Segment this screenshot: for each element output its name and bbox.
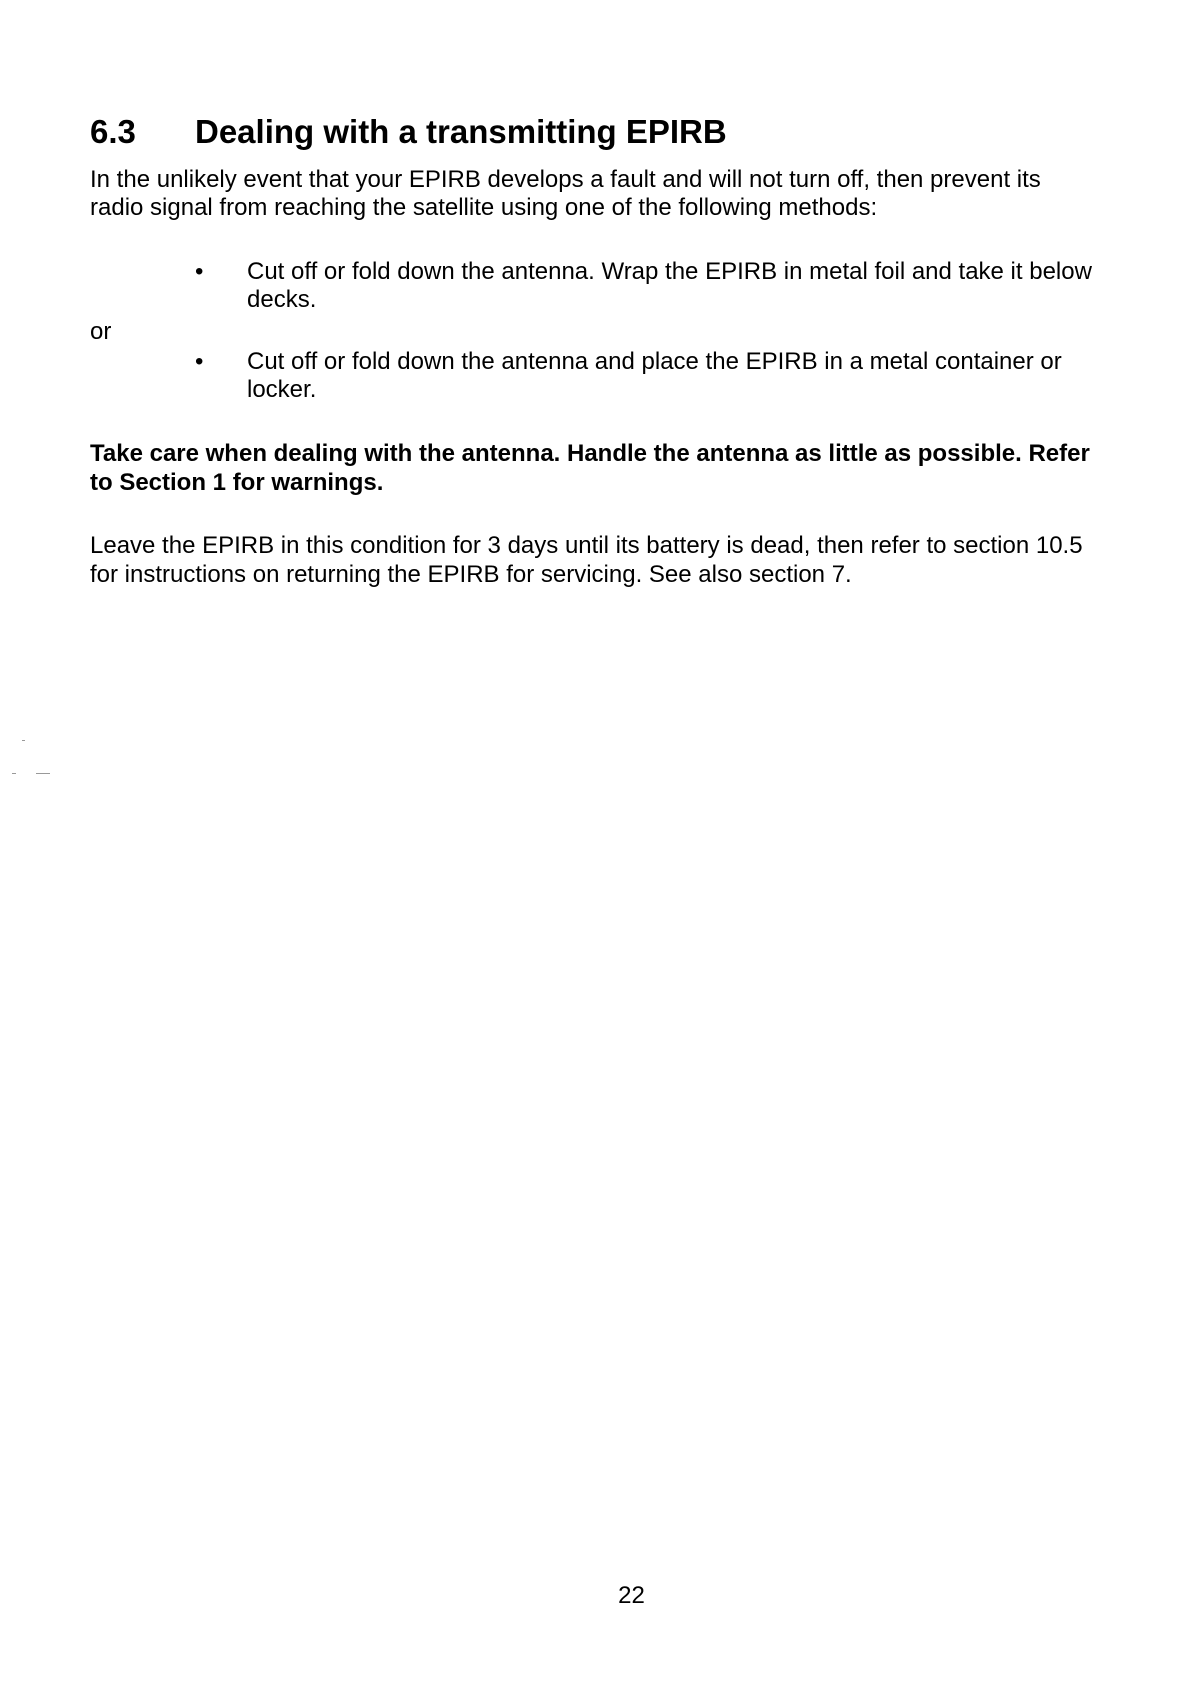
scan-mark bbox=[12, 773, 16, 774]
intro-paragraph: In the unlikely event that your EPIRB develops a fault and will not turn off, then prevent its radio signal from reaching the satellite using one of the following methods: bbox=[90, 166, 1041, 221]
page-number: 22 bbox=[618, 1582, 645, 1609]
warning-paragraph: Take care when dealing with the antenna. Handle the antenna as little as possible. Refer to Section 1 for warnings. bbox=[90, 440, 1090, 496]
or-separator: or bbox=[90, 318, 112, 345]
section-title: Dealing with a transmitting EPIRB bbox=[195, 113, 727, 150]
method-list-item bbox=[195, 258, 1100, 314]
section-heading bbox=[90, 112, 727, 152]
section-number: 6.3 bbox=[90, 113, 136, 150]
bullet-icon: • bbox=[195, 348, 204, 375]
bullet-icon: • bbox=[195, 258, 204, 285]
method-text: Cut off or fold down the antenna and place the EPIRB in a metal container or locker. bbox=[247, 348, 1062, 403]
method-text: Cut off or fold down the antenna. Wrap the EPIRB in metal foil and take it below decks. bbox=[247, 258, 1092, 313]
closing-paragraph: Leave the EPIRB in this condition for 3 days until its battery is dead, then refer to section 10.5 for instructions on returning the EPIRB for servicing. See also section 7. bbox=[90, 532, 1083, 588]
method-list-item bbox=[195, 348, 1100, 404]
scan-mark bbox=[36, 773, 50, 774]
scan-mark bbox=[22, 740, 25, 741]
